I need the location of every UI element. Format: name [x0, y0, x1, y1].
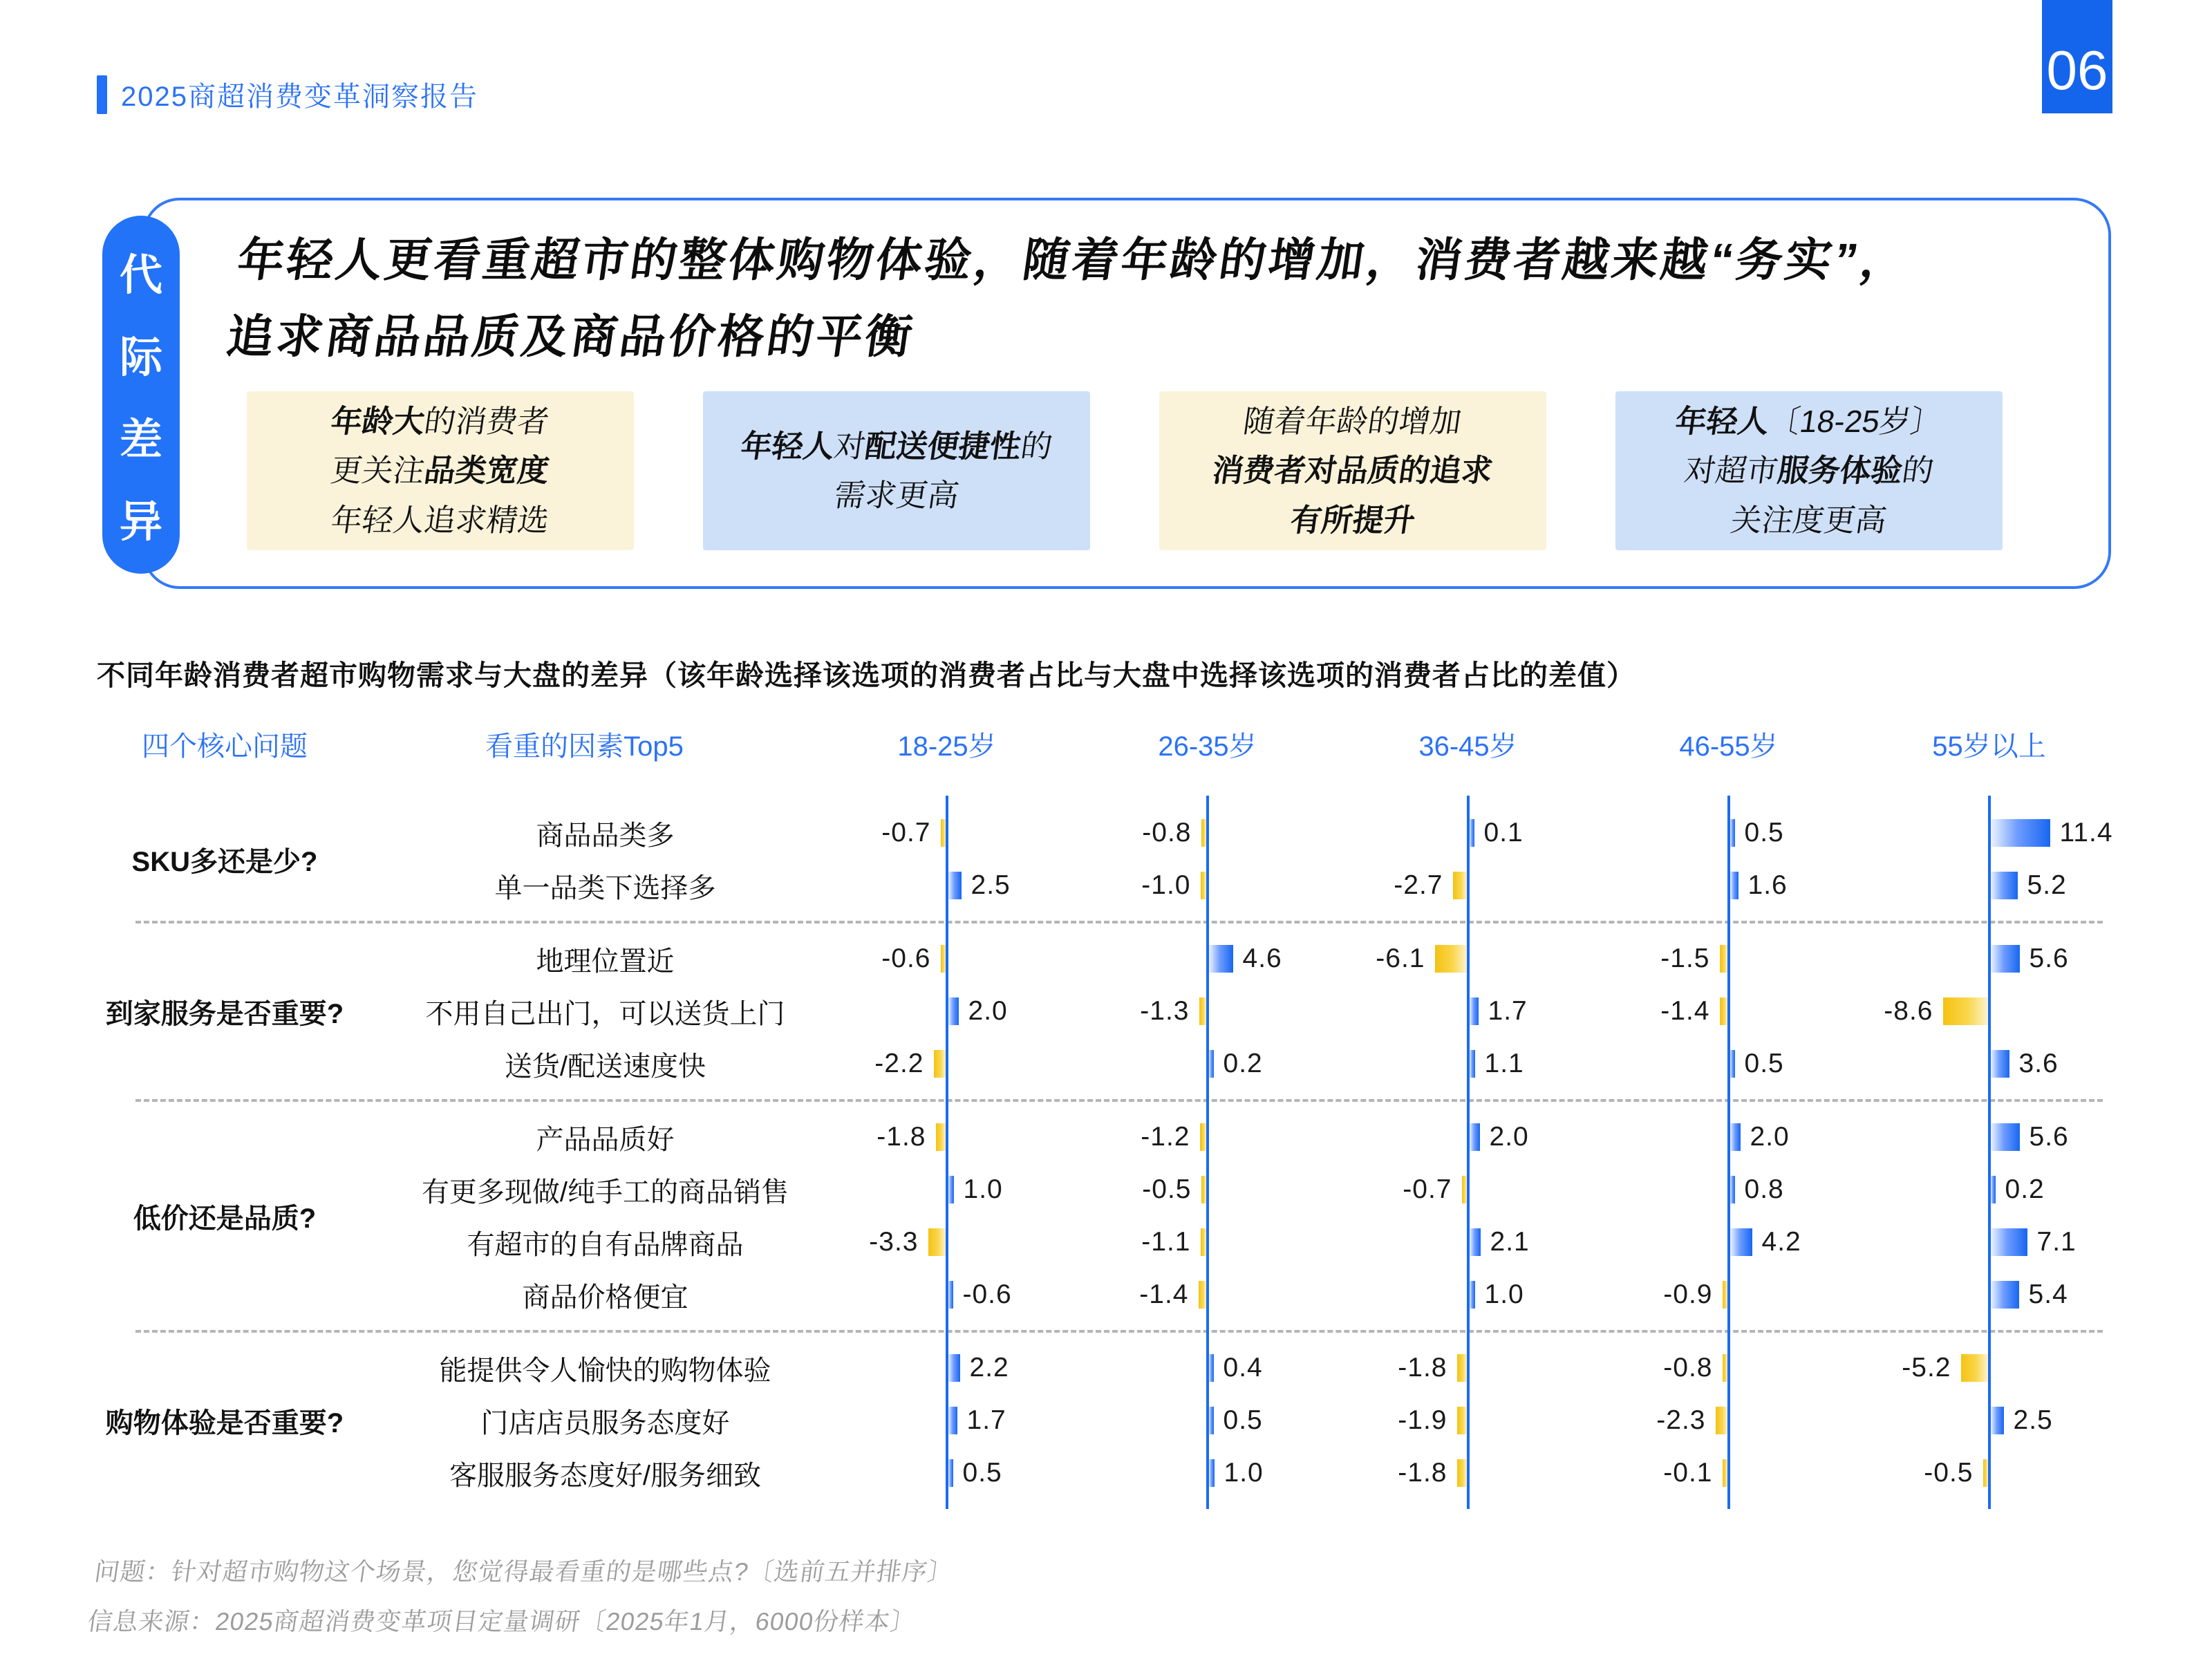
question-label: 到家服务是否重要? — [105, 998, 344, 1029]
value-label: 0.5 — [1744, 1049, 1784, 1078]
column-header: 26-35岁 — [1158, 731, 1257, 762]
value-cell — [1859, 1268, 2119, 1321]
value-label: 1.0 — [963, 1174, 1003, 1204]
question-label: 购物体验是否重要? — [105, 1407, 344, 1438]
value-bar — [934, 1050, 946, 1078]
value-bar — [1991, 819, 2050, 847]
value-label: 2.0 — [1489, 1122, 1529, 1152]
report-title: 2025商超消费变革洞察报告 — [121, 82, 478, 112]
value-label: -0.6 — [881, 944, 931, 973]
value-bar — [1723, 1459, 1727, 1487]
value-label: 0.2 — [1223, 1049, 1263, 1078]
page-number: 06 — [2046, 39, 2108, 101]
value-bar — [1470, 1050, 1475, 1078]
callout-box — [247, 391, 634, 550]
value-cell — [1598, 932, 1859, 985]
question-group — [97, 1342, 2119, 1499]
value-bar — [1943, 997, 1988, 1025]
value-label: -1.9 — [1398, 1405, 1447, 1435]
value-label: -1.8 — [877, 1122, 926, 1152]
footnote-source: 信息来源：2025商超消费变革项目定量调研〔2025年1月，6000份样本〕 — [86, 1607, 919, 1635]
value-label: 0.5 — [962, 1458, 1002, 1488]
value-cell — [1338, 1342, 1598, 1394]
section-tag — [102, 216, 180, 574]
value-cell — [1859, 1038, 2119, 1090]
value-label: 5.6 — [2029, 1122, 2069, 1152]
question-label: 低价还是品质? — [133, 1203, 317, 1234]
value-cell — [816, 1163, 1077, 1216]
value-label: -8.6 — [1884, 996, 1933, 1026]
report-header — [97, 75, 478, 114]
hero-title — [222, 223, 1915, 375]
value-cell — [816, 1111, 1077, 1163]
value-label: 2.5 — [971, 870, 1011, 900]
callout-line: 年轻人追求精选 — [328, 502, 552, 538]
value-cell — [1338, 1394, 1598, 1447]
value-cell — [816, 1038, 1077, 1090]
section-tag-char: 异 — [119, 498, 162, 546]
value-bar — [1991, 1407, 2004, 1434]
value-cell — [1338, 1216, 1598, 1268]
value-label: 2.0 — [968, 996, 1008, 1026]
value-bar — [1199, 997, 1206, 1025]
value-cell — [1859, 1216, 2119, 1268]
value-cell — [1338, 1038, 1598, 1090]
value-bar — [1720, 997, 1727, 1025]
factor-row — [353, 859, 2119, 912]
column-header: 36-45岁 — [1418, 731, 1517, 762]
value-label: -1.1 — [1141, 1227, 1191, 1257]
value-label: 0.5 — [1223, 1405, 1263, 1435]
callout-line: 年龄大的消费者 — [328, 404, 552, 440]
value-bar — [1209, 1459, 1215, 1487]
value-label: -1.8 — [1398, 1353, 1447, 1382]
value-label: 5.2 — [2027, 870, 2067, 900]
value-bar — [941, 819, 946, 847]
value-label: 0.4 — [1223, 1353, 1263, 1382]
value-label: -2.7 — [1394, 870, 1443, 900]
value-cell — [1598, 1216, 1859, 1268]
callout-line: 对超市服务体验的 — [1682, 453, 1936, 489]
value-label: -0.8 — [1142, 818, 1192, 847]
value-bar — [1723, 1354, 1727, 1382]
value-label: 0.8 — [1744, 1174, 1784, 1204]
factor-label: 有更多现做/纯手工的商品销售 — [421, 1177, 789, 1208]
value-label: -1.4 — [1660, 996, 1710, 1026]
value-bar — [1730, 819, 1735, 847]
value-bar — [1435, 945, 1467, 973]
value-bar — [1991, 1123, 2020, 1151]
value-cell — [1338, 985, 1598, 1038]
value-cell — [1338, 932, 1598, 985]
value-bar — [948, 1176, 954, 1203]
value-bar — [1209, 1354, 1214, 1382]
value-label: -0.8 — [1663, 1353, 1713, 1382]
factor-row — [353, 1394, 2119, 1447]
value-cell — [1338, 1268, 1598, 1321]
factor-label: 不用自己出门，可以送货上门 — [425, 998, 785, 1029]
value-bar — [1730, 1228, 1752, 1256]
value-bar — [1470, 1281, 1475, 1309]
question-group — [97, 932, 2119, 1090]
value-label: 2.5 — [2013, 1405, 2053, 1435]
hero-title-line2: 追求商品品质及商品价格的平衡 — [223, 310, 919, 363]
value-cell — [1077, 1394, 1338, 1447]
value-bar — [948, 1281, 953, 1309]
value-bar — [1730, 872, 1738, 899]
value-cell — [1598, 1394, 1859, 1447]
value-bar — [1730, 1123, 1741, 1151]
factor-label: 客服服务态度好/服务细致 — [449, 1460, 762, 1491]
callout-box — [703, 391, 1090, 550]
value-label: -1.2 — [1141, 1122, 1190, 1152]
value-cell — [1859, 1111, 2119, 1163]
value-label: 3.6 — [2018, 1049, 2059, 1078]
factor-row — [353, 985, 2119, 1038]
value-bar — [948, 997, 959, 1025]
factor-row — [353, 1268, 2119, 1321]
factor-row — [353, 1447, 2119, 1499]
value-cell — [1859, 859, 2119, 912]
value-cell — [1859, 1163, 2119, 1216]
value-bar — [1730, 1050, 1735, 1078]
value-bar — [1730, 1176, 1735, 1203]
value-cell — [1077, 1038, 1338, 1090]
value-cell — [1598, 807, 1859, 859]
column-header: 46-55岁 — [1679, 731, 1778, 762]
factor-row — [353, 1216, 2119, 1268]
callout-line: 消费者对品质的追求 — [1210, 453, 1496, 489]
value-cell — [1338, 1111, 1598, 1163]
section-tag-char: 差 — [119, 416, 162, 464]
value-cell — [816, 985, 1077, 1038]
value-bar — [948, 1459, 953, 1487]
value-cell — [1598, 985, 1859, 1038]
group-separator — [135, 921, 2103, 924]
value-label: -3.3 — [869, 1227, 919, 1257]
footnotes — [84, 1547, 957, 1647]
value-cell — [1598, 859, 1859, 912]
value-bar — [1991, 1050, 2009, 1078]
callout-box — [1615, 391, 2003, 550]
value-label: 5.4 — [2028, 1280, 2068, 1309]
value-label: -1.5 — [1660, 944, 1710, 973]
chart — [97, 724, 2119, 1509]
value-cell — [1859, 985, 2119, 1038]
value-label: 11.4 — [2059, 818, 2113, 847]
factor-label: 单一品类下选择多 — [494, 872, 716, 903]
value-bar — [1201, 1228, 1206, 1256]
value-cell — [1859, 807, 2119, 859]
value-cell — [816, 1394, 1077, 1447]
factor-label: 产品品质好 — [536, 1124, 675, 1155]
value-cell — [1077, 1163, 1338, 1216]
value-cell — [816, 1268, 1077, 1321]
column-header: 四个核心问题 — [142, 731, 308, 762]
value-bar — [1991, 1281, 2019, 1309]
factor-row — [353, 1038, 2119, 1090]
footnote-question: 问题：针对超市购物这个场景，您觉得最看重的是哪些点?〔选前五并排序〕 — [93, 1557, 955, 1586]
callout-line: 更关注品类宽度 — [328, 453, 552, 489]
value-bar — [1991, 945, 2020, 973]
value-label: 1.6 — [1747, 870, 1788, 900]
value-cell — [816, 1447, 1077, 1499]
value-label: -0.7 — [1403, 1174, 1452, 1204]
value-label: 2.0 — [1750, 1122, 1790, 1152]
column-header: 看重的因素Top5 — [485, 731, 684, 762]
value-label: 4.2 — [1761, 1227, 1801, 1257]
value-cell — [1077, 1447, 1338, 1499]
factor-label: 能提供令人愉快的购物体验 — [439, 1355, 771, 1386]
value-label: -1.3 — [1140, 996, 1190, 1026]
value-cell — [1338, 807, 1598, 859]
factor-row — [353, 1342, 2119, 1394]
value-label: 1.7 — [966, 1405, 1006, 1435]
group-separator — [135, 1330, 2103, 1333]
value-label: -0.1 — [1663, 1458, 1713, 1488]
section-tag-char: 际 — [119, 334, 162, 382]
value-label: 0.5 — [1744, 818, 1784, 847]
value-label: 4.6 — [1242, 944, 1282, 973]
value-label: -2.3 — [1656, 1405, 1706, 1435]
value-bar — [1470, 997, 1479, 1025]
value-label: 1.0 — [1224, 1458, 1264, 1488]
value-cell — [1077, 1111, 1338, 1163]
value-bar — [1201, 872, 1206, 899]
factor-row — [353, 1163, 2119, 1216]
callout-line: 随着年龄的增加 — [1241, 404, 1465, 440]
value-bar — [1209, 1050, 1214, 1078]
value-bar — [1199, 1281, 1206, 1309]
value-cell — [1077, 932, 1338, 985]
hero-title-line1: 年轻人更看重超市的整体购物体验，随着年龄的增加，消费者越来越“务实”， — [234, 234, 1913, 286]
value-cell — [816, 1216, 1077, 1268]
value-label: -0.7 — [881, 818, 931, 847]
value-label: 7.1 — [2036, 1227, 2077, 1257]
value-cell — [816, 807, 1077, 859]
value-bar — [1457, 1354, 1467, 1382]
value-cell — [816, 1342, 1077, 1394]
value-cell — [816, 859, 1077, 912]
question-group — [97, 807, 2119, 912]
value-label: -1.8 — [1398, 1458, 1447, 1488]
value-cell — [1077, 985, 1338, 1038]
value-label: -1.0 — [1141, 870, 1191, 900]
value-bar — [1201, 819, 1206, 847]
value-cell — [1077, 1268, 1338, 1321]
factor-label: 门店店员服务态度好 — [480, 1407, 730, 1438]
value-bar — [1716, 1407, 1727, 1434]
value-cell — [1598, 1268, 1859, 1321]
value-bar — [941, 945, 946, 973]
value-bar — [948, 1354, 960, 1382]
callout-line: 需求更高 — [832, 478, 962, 513]
value-cell — [1598, 1111, 1859, 1163]
value-label: -0.6 — [962, 1280, 1012, 1309]
chart-description: 不同年龄消费者超市购物需求与大盘的差异（该年龄选择该选项的消费者占比与大盘中选择该选项的消费者占比的差值） — [97, 659, 1635, 691]
callouts — [247, 391, 2003, 550]
factor-label: 送货/配送速度快 — [504, 1051, 706, 1082]
value-label: 2.2 — [969, 1353, 1009, 1382]
value-label: -5.2 — [1902, 1353, 1951, 1382]
column-header: 18-25岁 — [897, 731, 996, 762]
value-cell — [1338, 1447, 1598, 1499]
factor-label: 有超市的自有品牌商品 — [467, 1229, 744, 1260]
value-cell — [1077, 1216, 1338, 1268]
value-cell — [1859, 1447, 2119, 1499]
group-separator — [135, 1099, 2103, 1102]
callout-line: 年轻人对配送便捷性的 — [738, 428, 1055, 464]
column-header: 55岁以上 — [1932, 731, 2046, 762]
value-bar — [1457, 1407, 1467, 1434]
chart-body — [97, 796, 2119, 1509]
value-label: -0.5 — [1924, 1458, 1974, 1488]
value-cell — [1598, 1447, 1859, 1499]
value-label: 1.0 — [1484, 1280, 1524, 1309]
question-group — [97, 1111, 2119, 1321]
header-accent-bar — [97, 75, 107, 114]
chart-headers — [97, 724, 2119, 764]
value-bar — [1991, 872, 2018, 899]
value-bar — [1462, 1176, 1467, 1203]
value-bar — [1720, 945, 1727, 973]
value-bar — [1470, 1123, 1480, 1151]
factor-row — [353, 1111, 2119, 1163]
factor-label: 商品品类多 — [536, 820, 675, 851]
value-label: -6.1 — [1376, 944, 1425, 973]
value-bar — [948, 872, 962, 899]
value-label: 2.1 — [1490, 1227, 1530, 1257]
value-bar — [1209, 945, 1233, 973]
factor-label: 商品价格便宜 — [522, 1282, 688, 1313]
value-label: 0.2 — [2005, 1174, 2045, 1204]
value-cell — [816, 932, 1077, 985]
value-bar — [1200, 1123, 1206, 1151]
value-bar — [1991, 1228, 2027, 1256]
value-bar — [1983, 1459, 1988, 1487]
factor-row — [353, 807, 2119, 859]
value-cell — [1859, 1394, 2119, 1447]
value-label: -0.5 — [1142, 1174, 1192, 1204]
callout-line: 年轻人〔18-25岁〕 — [1673, 404, 1945, 440]
value-label: 5.6 — [2029, 944, 2069, 973]
page-number-badge — [2042, 0, 2112, 113]
value-bar — [936, 1123, 946, 1151]
value-cell — [1338, 859, 1598, 912]
value-label: 1.1 — [1484, 1049, 1524, 1078]
value-cell — [1077, 859, 1338, 912]
value-label: 1.7 — [1488, 996, 1528, 1026]
value-bar — [1470, 819, 1474, 847]
value-bar — [1723, 1281, 1727, 1309]
value-label: -2.2 — [874, 1049, 924, 1078]
value-bar — [1201, 1176, 1206, 1203]
value-cell — [1859, 1342, 2119, 1394]
factor-row — [353, 932, 2119, 985]
value-cell — [1859, 932, 2119, 985]
value-label: -0.9 — [1663, 1280, 1713, 1309]
value-cell — [1598, 1038, 1859, 1090]
callout-line: 有所提升 — [1288, 502, 1418, 538]
value-bar — [928, 1228, 946, 1256]
factor-label: 地理位置近 — [536, 946, 675, 977]
value-cell — [1077, 1342, 1338, 1394]
value-bar — [1991, 1176, 1996, 1203]
callout-box — [1159, 391, 1546, 550]
callout-line: 关注度更高 — [1728, 502, 1890, 538]
value-bar — [1453, 872, 1467, 899]
value-cell — [1077, 807, 1338, 859]
value-label: -1.4 — [1139, 1280, 1189, 1309]
value-label: 0.1 — [1483, 818, 1524, 847]
value-bar — [948, 1407, 957, 1434]
value-bar — [1961, 1354, 1988, 1382]
question-label: SKU多还是少? — [131, 846, 318, 877]
value-bar — [1209, 1407, 1214, 1434]
value-bar — [1470, 1228, 1481, 1256]
value-cell — [1598, 1163, 1859, 1216]
value-cell — [1598, 1342, 1859, 1394]
value-cell — [1338, 1163, 1598, 1216]
value-bar — [1457, 1459, 1467, 1487]
section-tag-char: 代 — [119, 252, 162, 299]
